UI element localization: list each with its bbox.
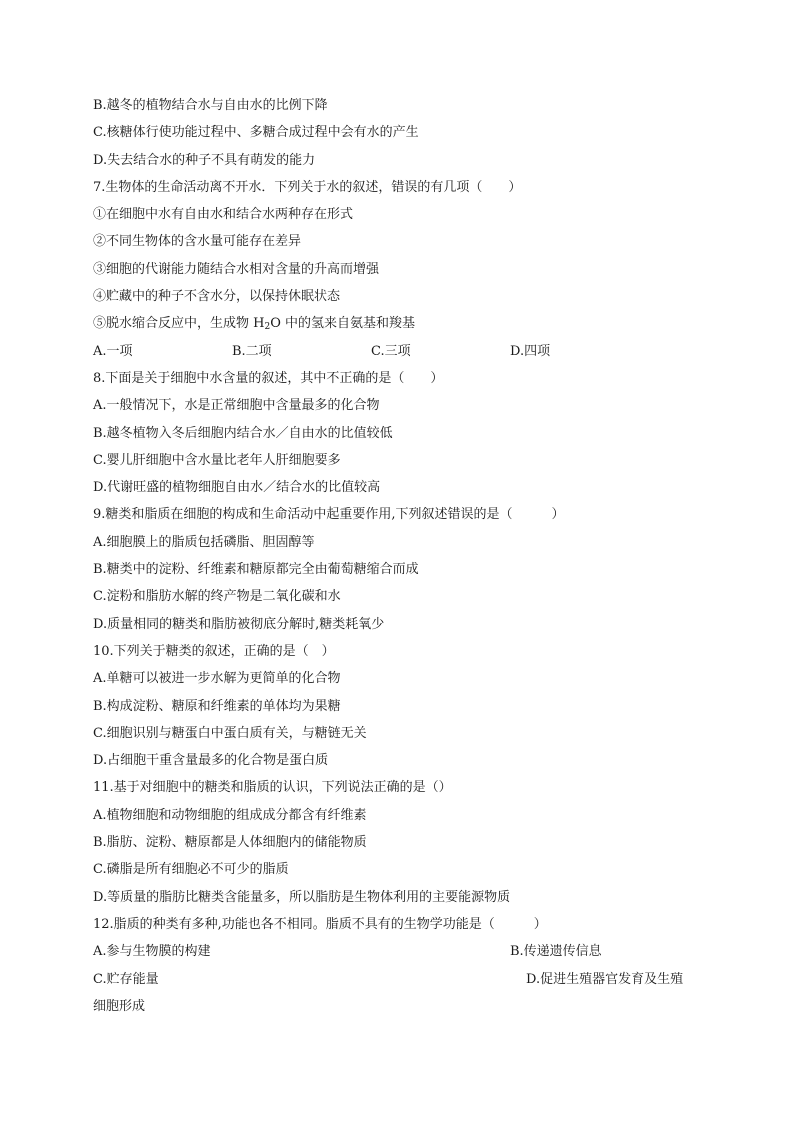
q11-option-b: B.脂肪、淀粉、糖原都是人体细胞内的储能物质: [93, 835, 367, 851]
q12-options-row-2: [93, 966, 713, 993]
q9-stem: 9.糖类和脂质在细胞的构成和生命活动中起重要作用,下列叙述错误的是（ ）: [93, 507, 565, 523]
q7-option-c: C.三项: [371, 343, 411, 359]
q6-option-c: C.核糖体行使功能过程中、多糖合成过程中会有水的产生: [93, 125, 419, 141]
q10-option-d: D.占细胞干重含量最多的化合物是蛋白质: [93, 753, 329, 769]
q7-item-4: ④贮藏中的种子不含水分，以保持休眠状态: [93, 289, 341, 305]
q9-option-a: A.细胞膜上的脂质包括磷脂、胆固醇等: [93, 534, 315, 550]
q11-stem: 11.基于对细胞中的糖类和脂质的认识，下列说法正确的是（）: [93, 780, 452, 796]
q12-option-c: C.贮存能量: [93, 971, 159, 987]
q10-option-b: B.构成淀粉、糖原和纤维素的单体均为果糖: [93, 698, 341, 714]
q7-item-2: ②不同生物体的含水量可能存在差异: [93, 234, 302, 250]
q9-option-c: C.淀粉和脂肪水解的终产物是二氧化碳和水: [93, 589, 341, 605]
q12-option-b: B.传递遗传信息: [510, 944, 602, 960]
q7-item-5-subscript: 2: [264, 322, 271, 333]
q7-item-5: [93, 310, 713, 337]
q8-option-c: C.婴儿肝细胞中含水量比老年人肝细胞要多: [93, 452, 341, 468]
q7-option-a: A.一项: [93, 343, 133, 359]
q9-option-b: B.糖类中的淀粉、纤维素和糖原都完全由葡萄糖缩合而成: [93, 562, 419, 578]
q12-option-a: A.参与生物膜的构建: [93, 944, 211, 960]
q10-option-a: A.单糖可以被进一步水解为更简单的化合物: [93, 671, 341, 687]
q10-stem: 10.下列关于糖类的叙述，正确的是（ ）: [93, 643, 335, 659]
q7-item-3: ③细胞的代谢能力随结合水相对含量的升高而增强: [93, 261, 380, 277]
q10-option-c: C.细胞识别与糖蛋白中蛋白质有关，与糖链无关: [93, 725, 367, 741]
q7-item-1: ①在细胞中水有自由水和结合水两种存在形式: [93, 207, 354, 223]
q7-stem: 7.生物体的生命活动离不开水．下列关于水的叙述，错误的有几项（ ）: [93, 179, 522, 195]
q8-stem: 8.下面是关于细胞中水含量的叙述，其中不正确的是（ ）: [93, 370, 444, 386]
q11-option-d: D.等质量的脂肪比糖类含能量多，所以脂肪是生物体利用的主要能源物质: [93, 889, 511, 905]
q7-item-5-before: ⑤脱水缩合反应中，生成物 H: [93, 316, 265, 332]
q6-option-d: D.失去结合水的种子不具有萌发的能力: [93, 152, 316, 168]
q8-option-d: D.代谢旺盛的植物细胞自由水／结合水的比值较高: [93, 480, 381, 496]
q12-options-row-1: [93, 938, 713, 965]
q11-option-a: A.植物细胞和动物细胞的组成成分都含有纤维素: [93, 807, 367, 823]
q6-option-b: B.越冬的植物结合水与自由水的比例下降: [93, 98, 328, 113]
q11-option-c: C.磷脂是所有细胞必不可少的脂质: [93, 862, 289, 878]
q12-stem: 12.脂质的种类有多种,功能也各不相同。脂质不具有的生物学功能是（ ）: [93, 916, 547, 932]
q12-option-d-continued: 细胞形成: [93, 998, 146, 1014]
q7-option-b: B.二项: [232, 343, 272, 359]
q8-option-b: B.越冬植物入冬后细胞内结合水／自由水的比值较低: [93, 425, 393, 441]
q12-option-d: D.促进生殖器官发育及生殖: [526, 971, 684, 987]
q7-options: [93, 338, 713, 365]
q8-option-a: A.一般情况下，水是正常细胞中含量最多的化合物: [93, 398, 380, 414]
q9-option-d: D.质量相同的糖类和脂肪被彻底分解时,糖类耗氧少: [93, 616, 385, 632]
q7-item-5-after: O 中的氢来自氨基和羧基: [270, 316, 416, 332]
q7-option-d: D.四项: [510, 343, 551, 359]
document-page: [93, 92, 713, 1020]
